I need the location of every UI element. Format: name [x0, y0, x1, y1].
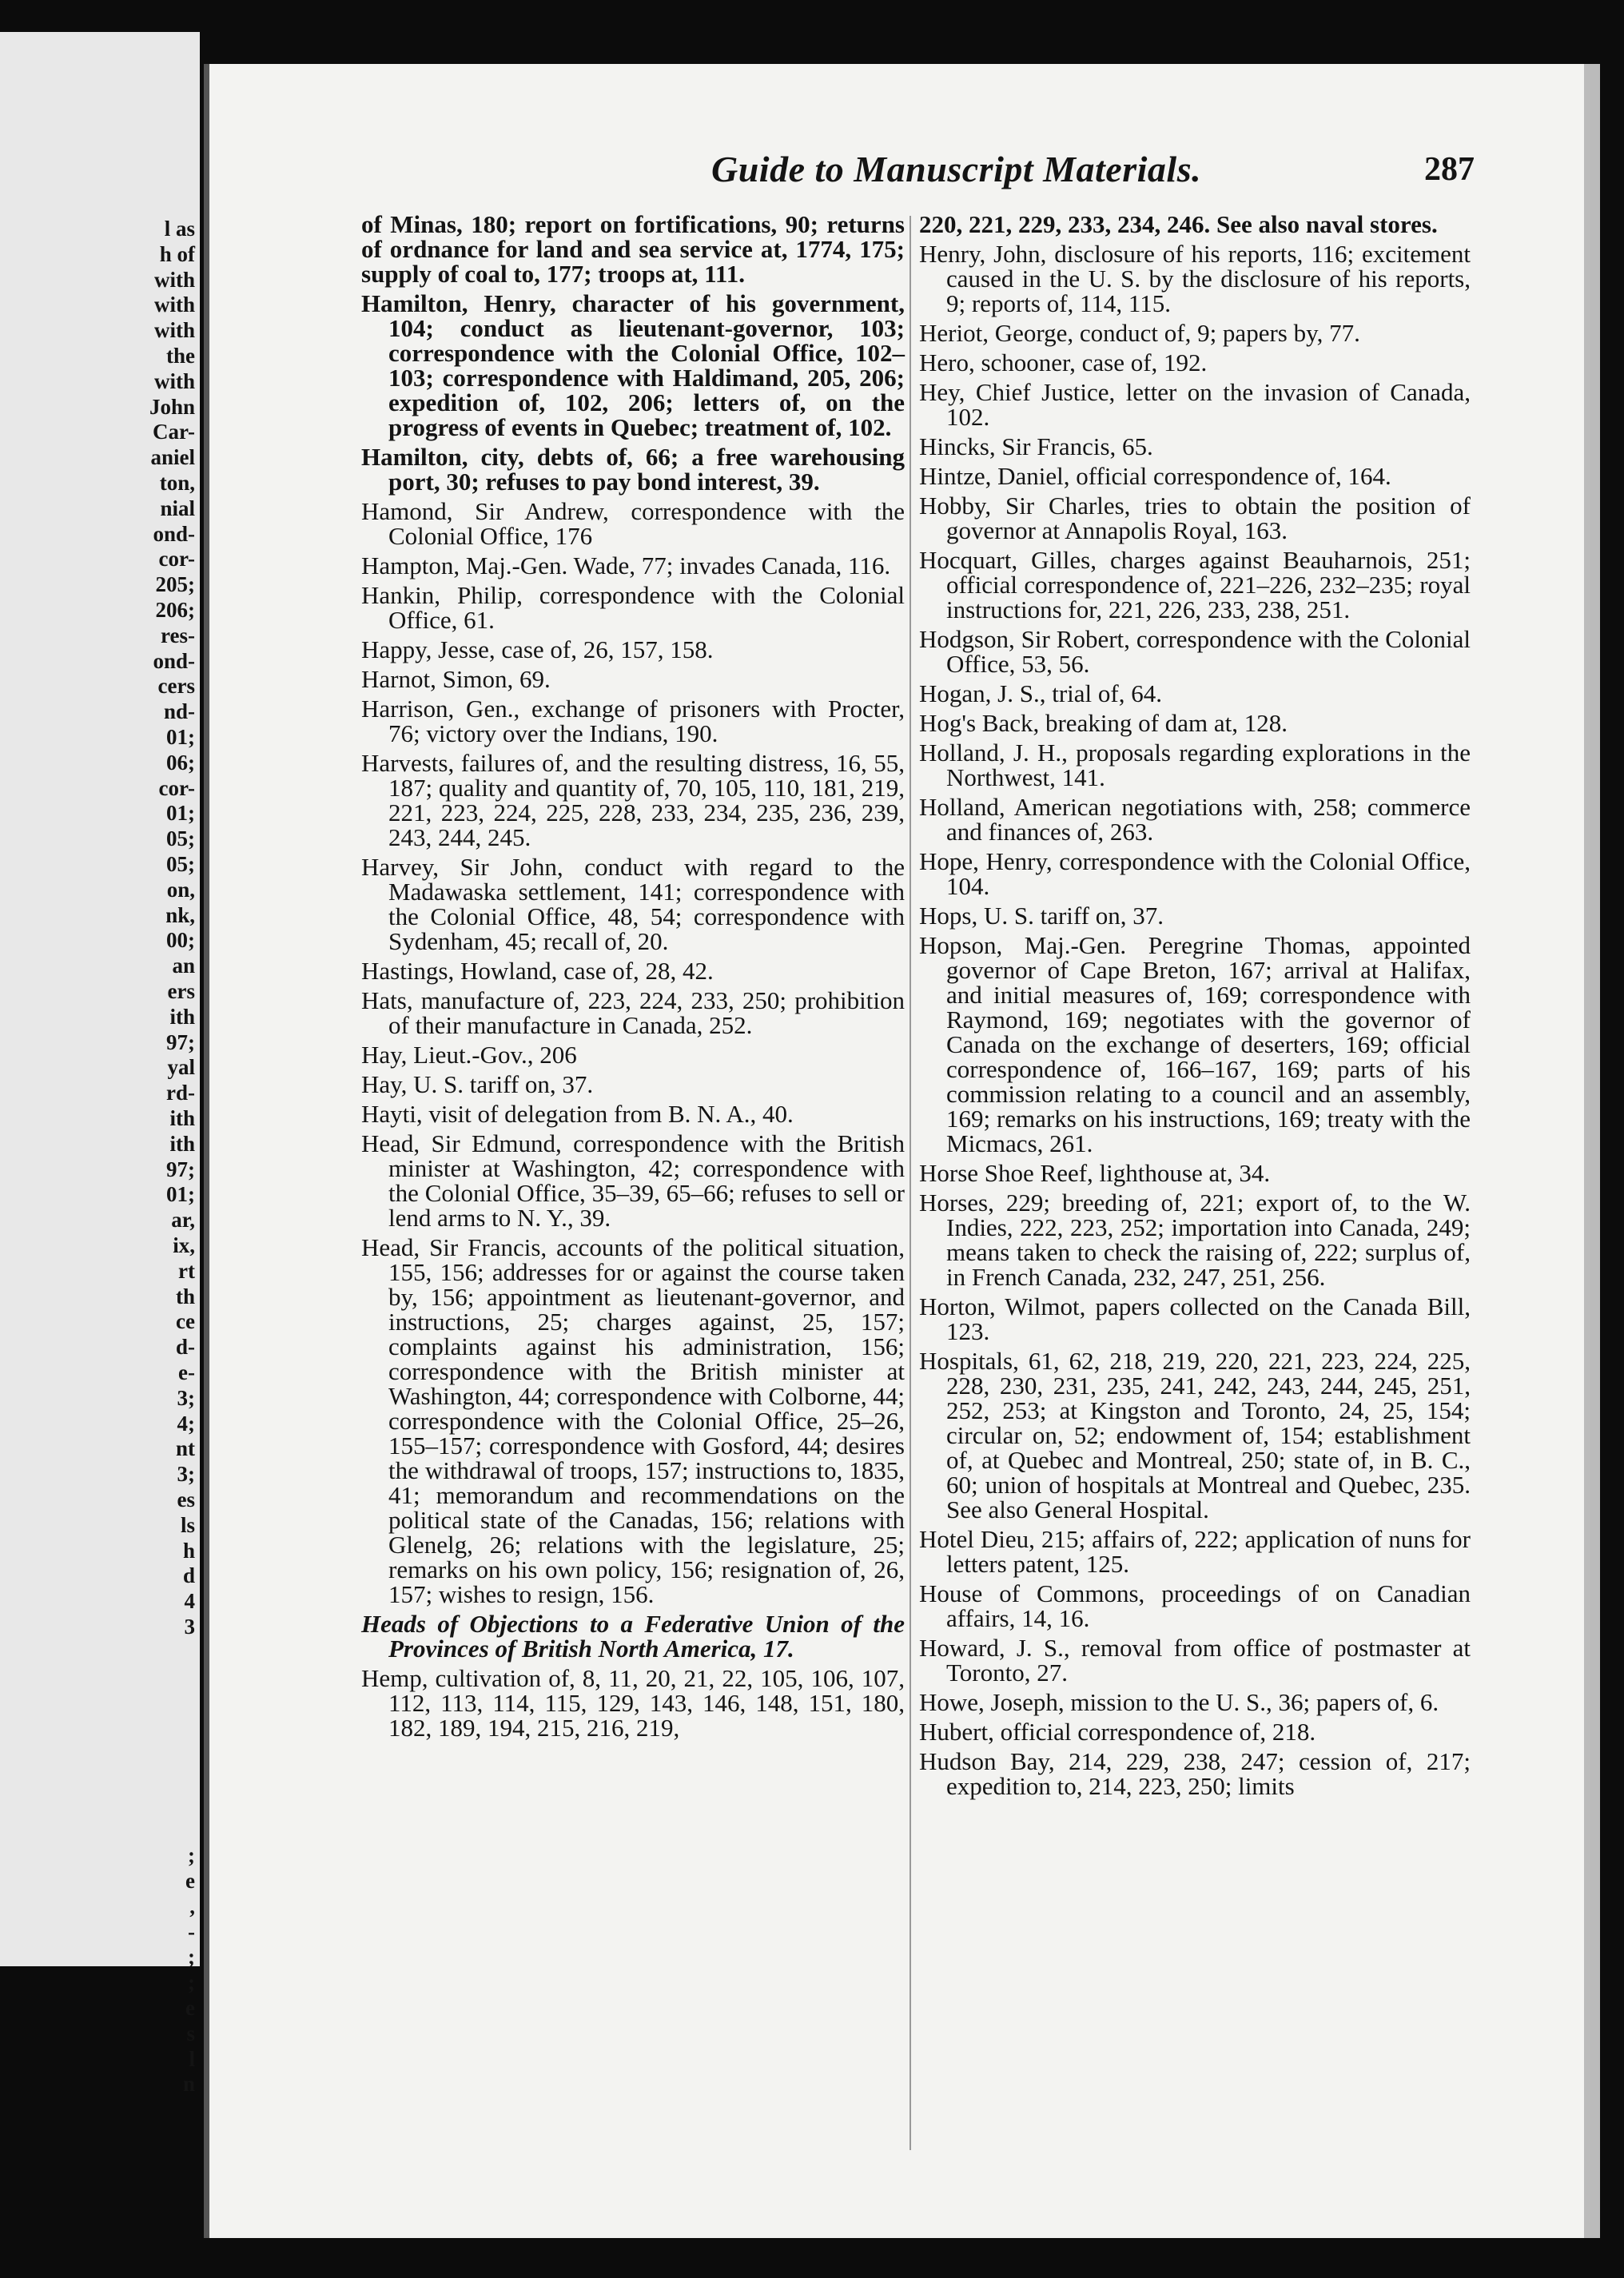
index-entry: Hospitals, 61, 62, 218, 219, 220, 221, 223, 224, 225, 228, 230, 231, 235, 241, 242, 243, 244, 245, 251, 252, 253; at Kingston and Toronto, 24, 25, 154; circular on, 52; endowment of, 154; establishment of, at Quebec and Montreal, 250; state of, in B. C., 60; union of hospitals at Montreal and Quebec, 235. See also General Hospital. — [919, 1347, 1471, 1523]
prev-page-fragment: n — [182, 2072, 195, 2097]
prev-page-fragment: th — [175, 1284, 195, 1308]
prev-page-fragment: 01; — [166, 1182, 195, 1207]
page-number: 287 — [1424, 151, 1475, 188]
index-entry: Horton, Wilmot, papers collected on the Canada Bill, 123. — [919, 1292, 1471, 1345]
index-entry: Happy, Jesse, case of, 26, 157, 158. — [361, 635, 714, 663]
prev-page-fragment: ; — [188, 1945, 195, 1969]
prev-page-fragment: 97; — [166, 1157, 195, 1181]
prev-page-fragment: ix, — [173, 1233, 195, 1257]
prev-page-fragment: rd- — [166, 1081, 195, 1105]
prev-page-fragment: 05; — [166, 852, 195, 876]
prev-page-fragment: e — [185, 1869, 195, 1893]
index-entry: Head, Sir Francis, accounts of the political situation, 155, 156; addresses for or against the course taken by, 156; appointment as lieutenant-governor, and instructions, 25; charges against, 25, 157; complaints against his administration, 156; correspondence with the British minister at Washington, 44; correspondence with Colborne, 44; correspondence with the Colonial Office, 25–26, 155–157; correspondence with Gosford, 44; desires the withdrawal of troops, 157; instructions to, 1835, 41; memorandum and recommendations on the political state of the Canadas, 156; relations with Glenelg, 26; relations with the legislature, 25; remarks on his own policy, 156; resignation of, 26, 157; wishes to resign, 156. — [361, 1233, 905, 1608]
index-entry: 220, 221, 229, 233, 234, 246. See also naval stores. — [919, 210, 1438, 238]
index-entry: Hay, U. S. tariff on, 37. — [361, 1070, 594, 1098]
index-entry: Hero, schooner, case of, 192. — [919, 348, 1208, 376]
index-column-left — [361, 212, 905, 1745]
prev-page-fragment: John — [149, 394, 195, 419]
prev-page-fragment: e — [185, 1996, 195, 2020]
index-entry: Head, Sir Edmund, correspondence with the British minister at Washington, 42; correspondence with the Colonial Office, 35–39, 65–66; refuses to sell or lend arms to N. Y., 39. — [361, 1129, 905, 1232]
prev-page-fragment: 3; — [177, 1385, 195, 1410]
index-entry: Hog's Back, breaking of dam at, 128. — [919, 709, 1288, 737]
index-column-right — [919, 212, 1471, 1803]
index-entry: Hayti, visit of delegation from B. N. A., 40. — [361, 1100, 794, 1128]
index-entry: Hankin, Philip, correspondence with the Colonial Office, 61. — [361, 581, 905, 634]
index-entry: of Minas, 180; report on fortifications, 90; returns of ordnance for land and sea service at, 1774, 175; supply of coal to, 177; troops at, 111. — [361, 210, 905, 288]
prev-page-fragment: 01; — [166, 725, 195, 749]
index-entry: Heriot, George, conduct of, 9; papers by, 77. — [919, 319, 1360, 347]
prev-page-fragment: with — [153, 293, 195, 317]
prev-page-fragment: 205; — [155, 572, 195, 597]
prev-page-fragment: 00; — [166, 928, 195, 953]
index-entry: Hamilton, city, debts of, 66; a free warehousing port, 30; refuses to pay bond interest, 39. — [361, 443, 905, 496]
prev-page-fragment: ith — [169, 1106, 195, 1130]
prev-page-fragment: l — [189, 2046, 195, 2071]
index-entry: Hastings, Howland, case of, 28, 42. — [361, 957, 714, 985]
prev-page-fragment: an — [172, 954, 195, 978]
prev-page-fragment: with — [153, 368, 195, 393]
prev-page-fragment: Car- — [153, 420, 195, 444]
index-entry: Harvey, Sir John, conduct with regard to the Madawaska settlement, 141; correspondence with the Colonial Office, 48, 54; correspondence with Sydenham, 45; recall of, 20. — [361, 853, 905, 955]
book-page — [209, 64, 1584, 2238]
index-entry: Hincks, Sir Francis, 65. — [919, 432, 1153, 460]
prev-page-fragment: 97; — [166, 1029, 195, 1054]
prev-page-fragment: 05; — [166, 826, 195, 851]
prev-page-fragment: 4; — [177, 1411, 195, 1436]
prev-page-fragment: 206; — [155, 598, 195, 622]
prev-page-fragment: nd- — [163, 699, 195, 724]
prev-page-fragment: rt — [178, 1258, 195, 1283]
index-entry: Hudson Bay, 214, 229, 238, 247; cession of, 217; expedition to, 214, 223, 250; limits — [919, 1747, 1471, 1800]
index-entry: Hops, U. S. tariff on, 37. — [919, 902, 1164, 930]
page-right-edge — [1584, 64, 1600, 2238]
index-entry: Hampton, Maj.-Gen. Wade, 77; invades Canada, 116. — [361, 552, 891, 579]
prev-page-fragment: cor- — [158, 775, 195, 800]
prev-page-fragment: ond- — [153, 521, 195, 546]
index-entry: Hats, manufacture of, 223, 224, 233, 250; prohibition of their manufacture in Canada, 252. — [361, 986, 905, 1039]
prev-page-fragment: - — [188, 1919, 195, 1944]
prev-page-fragment: res- — [161, 623, 195, 647]
index-entry: Heads of Objections to a Federative Union of the Provinces of British North America, 17. — [361, 1610, 905, 1663]
prev-page-fragment: 4 — [184, 1589, 195, 1614]
prev-page-fragment: s — [186, 2021, 195, 2045]
index-entry: Hogan, J. S., trial of, 64. — [919, 679, 1162, 707]
prev-page-fragment: ls — [180, 1512, 195, 1537]
index-entry: Hay, Lieut.-Gov., 206 — [361, 1041, 577, 1069]
index-entry: Hocquart, Gilles, charges against Beauharnois, 251; official correspondence of, 221–226, 232–235; royal instructions for, 221, 226, 233, 238, 251. — [919, 546, 1471, 623]
prev-page-fragment: aniel — [150, 445, 195, 470]
prev-page-fragment: cers — [157, 674, 195, 699]
prev-page-fragment: ers — [167, 979, 195, 1003]
column-divider — [910, 216, 911, 2150]
prev-page-fragment: , — [189, 1894, 195, 1918]
index-entry: Harnot, Simon, 69. — [361, 665, 551, 693]
prev-page-fragment: nial — [160, 496, 195, 520]
index-entry: Harrison, Gen., exchange of prisoners with Procter, 76; victory over the Indians, 190. — [361, 695, 905, 747]
index-entry: Hintze, Daniel, official correspondence of, 164. — [919, 462, 1391, 490]
prev-page-fragment: nt — [175, 1436, 195, 1461]
prev-page-fragment: d- — [175, 1335, 195, 1360]
index-entry: Hobby, Sir Charles, tries to obtain the position of governor at Annapolis Royal, 163. — [919, 492, 1471, 544]
index-entry: Harvests, failures of, and the resulting distress, 16, 55, 187; quality and quantity of, 70, 105, 110, 181, 219, 221, 223, 224, 225, 228, 233, 234, 235, 236, 239, 243, 244, 245. — [361, 749, 905, 851]
index-entry: Henry, John, disclosure of his reports, 116; excitement caused in the U. S. by the disclosure of his reports, 9; reports of, 114, 115. — [919, 240, 1471, 317]
index-entry: Horse Shoe Reef, lighthouse at, 34. — [919, 1159, 1271, 1187]
running-header-title: Guide to Manuscript Materials. — [711, 149, 1202, 189]
index-entry: Hope, Henry, correspondence with the Colonial Office, 104. — [919, 847, 1471, 900]
prev-page-fragment: ton, — [159, 471, 195, 495]
index-entry: Hubert, official correspondence of, 218. — [919, 1718, 1316, 1746]
prev-page-fragment: ; — [188, 1843, 195, 1868]
prev-page-fragment: yal — [167, 1055, 195, 1080]
index-entry: Hamond, Sir Andrew, correspondence with the Colonial Office, 176 — [361, 497, 905, 550]
index-entry: Holland, American negotiations with, 258; commerce and finances of, 263. — [919, 793, 1471, 846]
prev-page-fragment: ith — [169, 1004, 195, 1029]
prev-page-fragment: on, — [166, 877, 195, 902]
prev-page-fragment: 06; — [166, 750, 195, 775]
prev-page-fragment: 01; — [166, 801, 195, 826]
prev-page-fragment: h of — [159, 241, 195, 266]
prev-page-fragment: ar, — [171, 1208, 195, 1233]
prev-page-fragment: with — [153, 267, 195, 292]
index-entry: Hey, Chief Justice, letter on the invasion of Canada, 102. — [919, 378, 1471, 431]
index-entry: House of Commons, proceedings of on Canadian affairs, 14, 16. — [919, 1579, 1471, 1632]
page-gutter-shadow — [204, 64, 209, 2238]
prev-page-fragment: 3 — [184, 1615, 195, 1639]
prev-page-fragment: h — [182, 1538, 195, 1563]
prev-page-fragment: ce — [176, 1309, 195, 1334]
index-entry: Hamilton, Henry, character of his government, 104; conduct as lieutenant-governor, 103; correspondence with the Colonial Office, 102–103; correspondence with Haldimand, 205, 206; expedition of, 102, 206; letters of, on the progress of events in Quebec; treatment of, 102. — [361, 289, 905, 441]
previous-page-strip — [0, 32, 200, 2097]
index-entry: Hemp, cultivation of, 8, 11, 20, 21, 22, 105, 106, 107, 112, 113, 114, 115, 129, 143, 146, 148, 151, 180, 182, 189, 194, 215, 216, 219, — [361, 1664, 905, 1742]
prev-page-fragment: ith — [169, 1131, 195, 1156]
prev-page-fragment: nk, — [165, 902, 195, 927]
prev-page-fragment: 3; — [177, 1462, 195, 1487]
prev-page-fragment: l as — [164, 217, 195, 241]
prev-page-fragment: the — [166, 344, 195, 368]
index-entry: Hopson, Maj.-Gen. Peregrine Thomas, appointed governor of Cape Breton, 167; arrival at Halifax, and initial measures of, 169; correspondence with Raymond, 169; negotiates with the governor of Canada on the exchange of deserters, 169; official correspondence of, 166–167, 169; parts of his commission relating to a council and an assembly, 169; remarks on his instructions, 169; treaty with the Micmacs, 261. — [919, 931, 1471, 1157]
index-entry: Howe, Joseph, mission to the U. S., 36; papers of, 6. — [919, 1688, 1439, 1716]
prev-page-fragment: cor- — [158, 547, 195, 571]
prev-page-fragment: with — [153, 318, 195, 343]
prev-page-fragment: d — [182, 1563, 195, 1588]
index-entry: Hotel Dieu, 215; affairs of, 222; application of nuns for letters patent, 125. — [919, 1525, 1471, 1578]
prev-page-fragment: ; — [188, 1970, 195, 1995]
index-entry: Howard, J. S., removal from office of postmaster at Toronto, 27. — [919, 1634, 1471, 1687]
prev-page-fragment: es — [177, 1487, 195, 1511]
index-entry: Holland, J. H., proposals regarding explorations in the Northwest, 141. — [919, 739, 1471, 791]
prev-page-fragment: ond- — [153, 648, 195, 673]
index-entry: Horses, 229; breeding of, 221; export of, to the W. Indies, 222, 223, 252; importation into Canada, 249; means taken to check the raising of, 222; surplus of, in French Canada, 232, 247, 251, 256. — [919, 1189, 1471, 1291]
prev-page-fragment: e- — [178, 1360, 195, 1384]
index-entry: Hodgson, Sir Robert, correspondence with the Colonial Office, 53, 56. — [919, 625, 1471, 678]
